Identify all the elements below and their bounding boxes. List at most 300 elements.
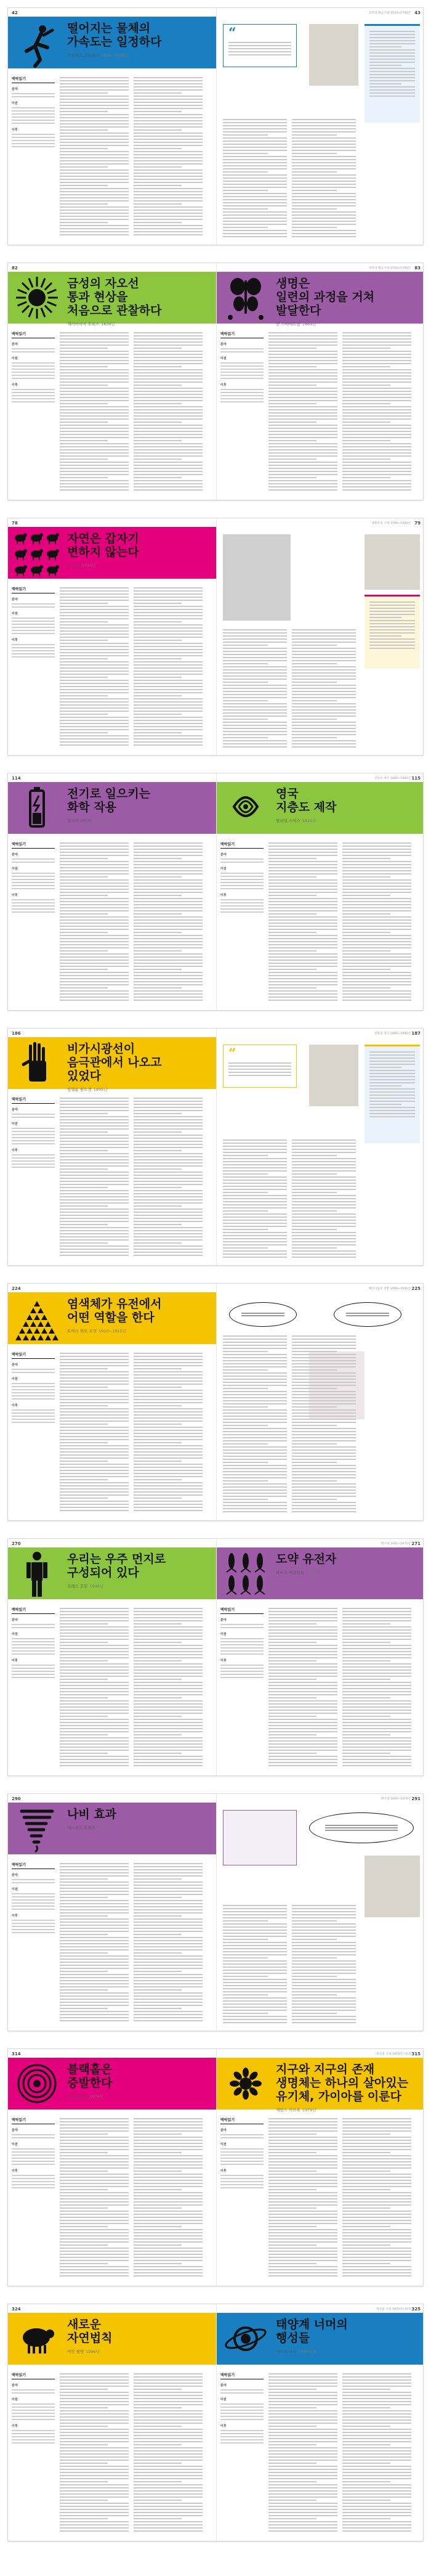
text-line bbox=[268, 842, 337, 844]
text-line bbox=[134, 2118, 203, 2119]
text-line bbox=[292, 134, 337, 136]
text-line bbox=[60, 1958, 129, 1960]
text-line bbox=[268, 2515, 337, 2516]
text-line bbox=[268, 2134, 316, 2135]
text-line bbox=[268, 452, 337, 454]
book-spread bbox=[7, 1538, 424, 1776]
text-line bbox=[292, 1499, 337, 1500]
text-line bbox=[223, 1997, 287, 1999]
text-line bbox=[342, 2214, 411, 2215]
running-head: 패러다임의 전환 1900~1945년 bbox=[368, 1287, 411, 1290]
text-line bbox=[134, 981, 203, 982]
text-line bbox=[134, 1762, 203, 1763]
text-line bbox=[134, 2164, 203, 2166]
corn-icon bbox=[220, 1547, 271, 1599]
text-line bbox=[60, 2229, 129, 2230]
text-line bbox=[60, 1750, 129, 1751]
text-line bbox=[292, 1385, 356, 1386]
text-line bbox=[60, 2257, 129, 2258]
running-head: 혁신의 시대 1975년~현재 bbox=[376, 2053, 411, 2056]
text-line bbox=[134, 1255, 203, 1256]
text-line bbox=[134, 142, 203, 143]
text-line bbox=[60, 2118, 129, 2119]
text-line bbox=[223, 1164, 287, 1165]
text-line bbox=[342, 2195, 411, 2196]
running-head: 혁신의 시대 1975년~현재 bbox=[376, 2308, 411, 2311]
text-line bbox=[134, 1968, 203, 1969]
text-line bbox=[342, 2211, 411, 2212]
text-line bbox=[292, 1192, 337, 1193]
text-line bbox=[134, 600, 203, 601]
text-line bbox=[134, 2481, 182, 2482]
text-line bbox=[60, 867, 129, 868]
text-line bbox=[134, 683, 203, 684]
text-line bbox=[223, 1951, 287, 1952]
text-line bbox=[292, 1936, 356, 1937]
text-line bbox=[60, 1900, 129, 1901]
text-line bbox=[60, 2204, 129, 2206]
text-line bbox=[134, 2005, 203, 2006]
context-heading: 맥락읽기 bbox=[12, 841, 55, 849]
text-line bbox=[342, 2524, 411, 2525]
text-line bbox=[268, 351, 337, 352]
text-line bbox=[60, 2174, 129, 2175]
text-line bbox=[134, 855, 203, 856]
text-line bbox=[134, 956, 203, 958]
text-line bbox=[268, 474, 337, 475]
text-line bbox=[268, 895, 316, 896]
text-line bbox=[342, 2183, 411, 2184]
text-line bbox=[134, 2241, 203, 2243]
text-line bbox=[134, 1245, 203, 1247]
text-line bbox=[60, 1181, 129, 1182]
text-line bbox=[60, 2008, 108, 2009]
text-line bbox=[134, 1399, 203, 1400]
text-line bbox=[223, 700, 268, 701]
text-line bbox=[268, 1623, 316, 1624]
text-line bbox=[223, 1468, 287, 1469]
text-line bbox=[134, 163, 203, 165]
text-line bbox=[60, 1968, 129, 1969]
context-before-label: 이전 bbox=[12, 1888, 18, 1891]
text-line bbox=[60, 1909, 129, 1910]
text-line bbox=[342, 332, 411, 333]
text-line bbox=[223, 1183, 287, 1184]
text-line bbox=[60, 126, 129, 128]
text-line bbox=[342, 1642, 390, 1643]
text-line bbox=[60, 1719, 129, 1720]
text-line bbox=[60, 2413, 129, 2415]
text-line bbox=[134, 357, 203, 358]
text-line bbox=[223, 1920, 268, 1922]
text-line bbox=[134, 2248, 203, 2249]
text-line bbox=[268, 2198, 337, 2199]
text-line bbox=[268, 2161, 337, 2162]
text-line bbox=[369, 59, 415, 60]
text-line bbox=[223, 1936, 287, 1937]
text-line bbox=[268, 409, 337, 410]
text-line bbox=[268, 2167, 337, 2169]
text-line bbox=[60, 1464, 129, 1465]
text-line bbox=[60, 1986, 129, 1987]
text-line bbox=[60, 855, 129, 856]
text-line bbox=[134, 926, 203, 927]
text-line bbox=[134, 203, 182, 205]
text-line bbox=[223, 648, 287, 649]
text-line bbox=[134, 1992, 203, 1994]
text-line bbox=[134, 2475, 203, 2476]
text-line bbox=[134, 2266, 203, 2267]
text-line bbox=[60, 2497, 129, 2498]
text-line bbox=[342, 1636, 411, 1637]
text-line bbox=[223, 230, 287, 231]
text-line bbox=[134, 2158, 203, 2159]
text-line bbox=[134, 363, 203, 364]
text-line bbox=[60, 169, 129, 171]
text-line bbox=[342, 394, 411, 395]
text-line bbox=[292, 1440, 356, 1441]
text-line bbox=[268, 465, 337, 466]
text-line bbox=[223, 177, 287, 179]
text-line bbox=[134, 437, 203, 438]
text-line bbox=[292, 1456, 356, 1457]
text-line bbox=[60, 987, 108, 988]
text-line bbox=[60, 1377, 129, 1379]
text-line bbox=[134, 2143, 203, 2144]
text-line bbox=[342, 2118, 411, 2119]
text-line bbox=[268, 2177, 337, 2178]
text-line bbox=[223, 642, 287, 643]
text-line bbox=[342, 855, 411, 856]
text-line bbox=[342, 468, 411, 469]
text-line bbox=[60, 2524, 129, 2525]
text-line bbox=[134, 846, 203, 847]
text-line bbox=[60, 1504, 129, 1505]
text-line bbox=[223, 1223, 287, 1224]
text-line bbox=[268, 849, 337, 850]
text-line bbox=[342, 363, 411, 364]
text-line bbox=[292, 1250, 356, 1252]
text-line bbox=[292, 1988, 356, 1989]
text-line bbox=[60, 1448, 129, 1449]
text-line bbox=[268, 332, 337, 333]
text-line bbox=[268, 852, 337, 853]
text-line bbox=[292, 165, 356, 166]
text-line bbox=[60, 2475, 129, 2476]
text-line bbox=[268, 391, 337, 392]
text-line bbox=[342, 842, 411, 844]
text-line bbox=[223, 1226, 287, 1227]
text-line bbox=[292, 1348, 356, 1349]
text-line bbox=[60, 1451, 129, 1453]
text-line bbox=[268, 2186, 337, 2187]
text-line bbox=[342, 357, 411, 358]
text-line bbox=[134, 1700, 203, 1702]
text-line bbox=[134, 446, 203, 447]
text-line bbox=[292, 635, 356, 637]
text-line bbox=[60, 344, 129, 346]
text-line bbox=[134, 2493, 203, 2495]
chapter-year: 1815년 bbox=[302, 818, 316, 823]
text-line bbox=[369, 626, 415, 627]
text-line bbox=[342, 2410, 411, 2411]
text-line bbox=[60, 2444, 108, 2445]
text-line bbox=[292, 682, 337, 683]
text-line bbox=[134, 1414, 203, 1416]
portrait-image bbox=[309, 24, 358, 86]
text-line bbox=[268, 1722, 337, 1723]
text-line bbox=[60, 2201, 129, 2203]
text-line bbox=[292, 137, 356, 139]
text-line bbox=[134, 2121, 203, 2122]
text-line bbox=[223, 675, 287, 677]
text-line bbox=[134, 1199, 203, 1200]
text-line bbox=[342, 2432, 411, 2433]
text-line bbox=[134, 108, 203, 109]
text-line bbox=[268, 2506, 337, 2507]
text-line bbox=[134, 231, 203, 232]
text-line bbox=[292, 1474, 356, 1475]
text-line bbox=[268, 993, 337, 995]
text-line bbox=[134, 160, 203, 161]
text-line bbox=[342, 428, 411, 429]
chapter-year: 1910~1915년 bbox=[99, 1329, 126, 1334]
text-line bbox=[342, 2515, 411, 2516]
text-line bbox=[268, 1750, 337, 1751]
chapter-subtitle bbox=[276, 2107, 316, 2113]
text-line bbox=[60, 145, 129, 146]
text-line bbox=[60, 1632, 129, 1634]
text-line bbox=[134, 2254, 203, 2255]
text-line bbox=[268, 2155, 337, 2156]
text-line bbox=[134, 1184, 203, 1185]
text-line bbox=[134, 2497, 203, 2498]
text-line bbox=[134, 2127, 203, 2129]
text-line bbox=[134, 2269, 203, 2270]
text-line bbox=[60, 1445, 129, 1446]
text-line bbox=[60, 680, 129, 681]
chapter-title: 자연은 갑자기 변하지 않는다 bbox=[67, 532, 139, 559]
text-line bbox=[223, 224, 287, 225]
text-line bbox=[342, 852, 411, 853]
text-line bbox=[60, 1215, 129, 1216]
text-line bbox=[60, 1620, 129, 1621]
text-line bbox=[342, 1740, 411, 1742]
text-line bbox=[342, 1669, 411, 1671]
text-line bbox=[60, 729, 129, 730]
text-line bbox=[369, 635, 401, 637]
text-line bbox=[342, 2167, 411, 2169]
text-line bbox=[342, 981, 411, 982]
context-after-label: 이후 bbox=[12, 1404, 18, 1408]
text-line bbox=[134, 1488, 203, 1490]
text-line bbox=[223, 184, 287, 185]
text-line bbox=[134, 2432, 203, 2433]
text-line bbox=[60, 1974, 129, 1975]
context-field-label: 분야 bbox=[12, 343, 18, 346]
text-line bbox=[292, 1493, 356, 1494]
text-line bbox=[60, 1989, 108, 1991]
text-line bbox=[223, 663, 268, 664]
context-sidebar bbox=[12, 2117, 55, 2190]
text-line bbox=[134, 2260, 203, 2261]
running-head: 과학의 황금시대 1543~1700년 bbox=[368, 12, 411, 15]
text-line bbox=[134, 1900, 203, 1901]
text-line bbox=[60, 1380, 129, 1382]
text-line bbox=[268, 2373, 337, 2374]
text-line bbox=[60, 394, 129, 395]
text-line bbox=[60, 1946, 129, 1947]
text-line bbox=[342, 2453, 411, 2455]
text-line bbox=[342, 2416, 411, 2418]
text-line bbox=[292, 1213, 356, 1215]
text-line bbox=[369, 1051, 415, 1053]
text-line bbox=[292, 1391, 356, 1392]
text-line bbox=[369, 68, 415, 69]
text-line bbox=[268, 2456, 337, 2458]
text-line bbox=[292, 1434, 356, 1435]
text-line bbox=[342, 1722, 411, 1723]
text-line bbox=[60, 225, 129, 226]
text-line bbox=[134, 2204, 203, 2206]
text-line bbox=[60, 2164, 129, 2166]
text-line bbox=[223, 1416, 287, 1417]
text-line bbox=[268, 1679, 316, 1680]
text-line bbox=[342, 889, 411, 890]
text-line bbox=[223, 1195, 287, 1196]
text-line bbox=[60, 1384, 129, 1385]
text-line bbox=[268, 2260, 337, 2261]
text-line bbox=[134, 179, 203, 180]
text-line bbox=[268, 1673, 337, 1674]
text-line bbox=[134, 1156, 203, 1157]
text-line bbox=[268, 2524, 337, 2525]
body-text bbox=[223, 629, 356, 749]
chapter-year: 1895년 bbox=[93, 1087, 108, 1092]
text-line bbox=[134, 77, 203, 78]
text-line bbox=[60, 2244, 108, 2246]
text-line bbox=[223, 144, 287, 145]
text-line bbox=[134, 415, 203, 417]
text-line bbox=[60, 1393, 129, 1394]
context-sidebar bbox=[12, 1607, 55, 1680]
text-line bbox=[223, 1369, 268, 1371]
text-line bbox=[134, 1190, 203, 1191]
text-line bbox=[60, 86, 129, 88]
context-after-label: 이후 bbox=[12, 638, 18, 642]
text-line bbox=[342, 2395, 411, 2396]
text-line bbox=[292, 1948, 356, 1949]
text-line bbox=[268, 2475, 337, 2476]
text-line bbox=[60, 2020, 129, 2021]
text-line bbox=[134, 2503, 203, 2504]
text-line bbox=[134, 1909, 203, 1910]
text-line bbox=[60, 597, 129, 598]
text-line bbox=[342, 483, 411, 484]
text-line bbox=[342, 904, 411, 905]
text-line bbox=[134, 1187, 182, 1188]
text-line bbox=[60, 142, 129, 143]
text-line bbox=[60, 1694, 129, 1695]
text-line bbox=[134, 1645, 203, 1646]
text-line bbox=[60, 2404, 129, 2405]
text-line bbox=[228, 42, 291, 43]
text-line bbox=[268, 861, 337, 862]
context-sidebar bbox=[12, 1096, 55, 1170]
text-line bbox=[60, 2450, 129, 2452]
text-line bbox=[292, 685, 356, 686]
context-after-label: 이후 bbox=[220, 1659, 227, 1663]
text-line bbox=[268, 1710, 337, 1711]
text-line bbox=[223, 1911, 287, 1912]
text-line bbox=[369, 642, 415, 643]
running-head: 진보의 세기 1800~1900년 bbox=[374, 777, 411, 780]
text-line bbox=[60, 1249, 129, 1250]
text-line bbox=[342, 2130, 411, 2132]
text-line bbox=[342, 2460, 411, 2461]
text-line bbox=[60, 2260, 129, 2261]
text-line bbox=[268, 418, 337, 420]
text-line bbox=[268, 1614, 337, 1615]
text-line bbox=[223, 1146, 287, 1147]
text-line bbox=[292, 1335, 356, 1337]
text-line bbox=[134, 661, 203, 662]
scientist-name: 바버라 매클린톡 bbox=[276, 1570, 305, 1575]
text-line bbox=[268, 363, 337, 364]
text-line bbox=[134, 652, 203, 653]
text-line bbox=[342, 2475, 411, 2476]
chapter-subtitle bbox=[67, 52, 129, 58]
text-line bbox=[268, 923, 337, 924]
text-line bbox=[342, 2177, 411, 2178]
text-line bbox=[292, 1449, 356, 1451]
text-line bbox=[342, 440, 390, 441]
text-line bbox=[223, 1158, 287, 1159]
text-line bbox=[292, 1173, 337, 1175]
text-line bbox=[342, 2478, 411, 2479]
text-line bbox=[60, 2466, 129, 2467]
text-line bbox=[134, 449, 203, 450]
text-line bbox=[268, 1626, 337, 1628]
text-line bbox=[369, 1079, 415, 1080]
text-line bbox=[342, 400, 411, 401]
text-line bbox=[134, 643, 203, 644]
text-line bbox=[134, 2217, 203, 2218]
text-line bbox=[134, 630, 203, 632]
text-line bbox=[342, 1691, 411, 1692]
text-line bbox=[223, 1979, 287, 1980]
text-line bbox=[134, 2130, 203, 2132]
context-heading: 맥락읽기 bbox=[220, 841, 264, 849]
text-line bbox=[268, 2423, 337, 2424]
text-line bbox=[60, 1356, 129, 1357]
text-line bbox=[134, 1205, 182, 1207]
text-line bbox=[268, 913, 316, 915]
text-line bbox=[134, 1694, 203, 1695]
text-line bbox=[223, 1505, 287, 1506]
text-line bbox=[60, 83, 129, 84]
text-line bbox=[60, 1977, 129, 1978]
context-before-label: 이전 bbox=[12, 1377, 18, 1381]
text-line bbox=[134, 1999, 203, 2000]
text-line bbox=[134, 2161, 203, 2162]
portrait-image bbox=[365, 534, 420, 590]
text-line bbox=[268, 2263, 316, 2264]
text-line bbox=[60, 1740, 129, 1742]
text-line bbox=[134, 1747, 203, 1748]
text-line bbox=[342, 1648, 411, 1649]
text-line bbox=[268, 480, 337, 481]
